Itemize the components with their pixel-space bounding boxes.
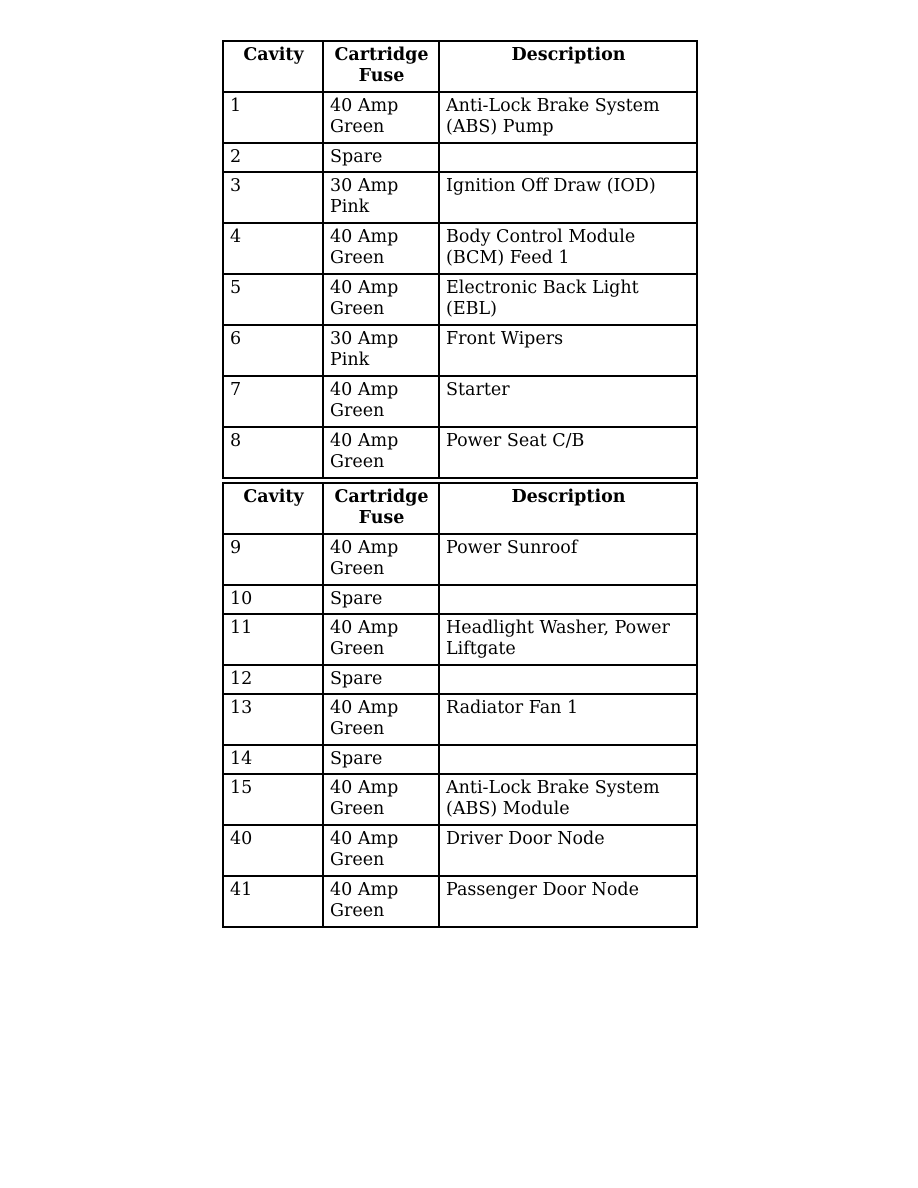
table-row <box>223 376 697 427</box>
cavity-cell: 12 <box>223 665 323 694</box>
description-cell: Headlight Washer, Power Liftgate <box>439 614 697 665</box>
fuse-cell: 40 Amp Green <box>323 274 439 325</box>
table-row <box>223 92 697 143</box>
header-description: Description <box>439 483 697 534</box>
description-cell: Power Seat C/B <box>439 427 697 478</box>
cavity-cell: 40 <box>223 825 323 876</box>
table-row <box>223 774 697 825</box>
fuse-cell: 40 Amp Green <box>323 427 439 478</box>
cavity-cell: 6 <box>223 325 323 376</box>
fuse-cell: Spare <box>323 585 439 614</box>
cavity-cell: 11 <box>223 614 323 665</box>
fuse-cell: 40 Amp Green <box>323 92 439 143</box>
table-row <box>223 745 697 774</box>
fuse-cell: 30 Amp Pink <box>323 325 439 376</box>
fuse-cell: 40 Amp Green <box>323 376 439 427</box>
table-row <box>223 694 697 745</box>
table-row <box>223 274 697 325</box>
table-header-row <box>223 41 697 92</box>
header-description: Description <box>439 41 697 92</box>
description-cell: Radiator Fan 1 <box>439 694 697 745</box>
fuse-cell: Spare <box>323 745 439 774</box>
table-header-row <box>223 483 697 534</box>
description-cell: Front Wipers <box>439 325 697 376</box>
cavity-cell: 8 <box>223 427 323 478</box>
table-row <box>223 825 697 876</box>
description-cell: Passenger Door Node <box>439 876 697 927</box>
fuse-cell: 40 Amp Green <box>323 614 439 665</box>
fuse-cell: 40 Amp Green <box>323 876 439 927</box>
description-cell: Ignition Off Draw (IOD) <box>439 172 697 223</box>
description-cell: Body Control Module (BCM) Feed 1 <box>439 223 697 274</box>
description-cell: Anti-Lock Brake System (ABS) Pump <box>439 92 697 143</box>
description-cell <box>439 143 697 172</box>
cavity-cell: 15 <box>223 774 323 825</box>
fuse-table-1 <box>222 40 698 479</box>
cavity-cell: 41 <box>223 876 323 927</box>
table-row <box>223 585 697 614</box>
table-row <box>223 172 697 223</box>
description-cell: Anti-Lock Brake System (ABS) Module <box>439 774 697 825</box>
table-row <box>223 325 697 376</box>
description-cell: Power Sunroof <box>439 534 697 585</box>
table-row <box>223 427 697 478</box>
description-cell: Starter <box>439 376 697 427</box>
fuse-cell: 40 Amp Green <box>323 694 439 745</box>
cavity-cell: 1 <box>223 92 323 143</box>
table-row <box>223 143 697 172</box>
description-cell: Driver Door Node <box>439 825 697 876</box>
cavity-cell: 14 <box>223 745 323 774</box>
fuse-cell: 40 Amp Green <box>323 825 439 876</box>
cavity-cell: 2 <box>223 143 323 172</box>
fuse-cell: 40 Amp Green <box>323 534 439 585</box>
header-cavity: Cavity <box>223 483 323 534</box>
description-cell <box>439 665 697 694</box>
description-cell <box>439 585 697 614</box>
cavity-cell: 10 <box>223 585 323 614</box>
cavity-cell: 7 <box>223 376 323 427</box>
fuse-cell: 30 Amp Pink <box>323 172 439 223</box>
cavity-cell: 3 <box>223 172 323 223</box>
table-row <box>223 614 697 665</box>
description-cell <box>439 745 697 774</box>
fuse-cell: 40 Amp Green <box>323 774 439 825</box>
cavity-cell: 13 <box>223 694 323 745</box>
fuse-table-2 <box>222 482 698 928</box>
fuse-cell: Spare <box>323 665 439 694</box>
header-cavity: Cavity <box>223 41 323 92</box>
cavity-cell: 4 <box>223 223 323 274</box>
table-row <box>223 223 697 274</box>
description-cell: Electronic Back Light (EBL) <box>439 274 697 325</box>
header-cartridge-fuse: Cartridge Fuse <box>323 41 439 92</box>
table-row <box>223 876 697 927</box>
fuse-cell: Spare <box>323 143 439 172</box>
table-row <box>223 534 697 585</box>
table-row <box>223 665 697 694</box>
fuse-cell: 40 Amp Green <box>323 223 439 274</box>
cavity-cell: 5 <box>223 274 323 325</box>
cavity-cell: 9 <box>223 534 323 585</box>
header-cartridge-fuse: Cartridge Fuse <box>323 483 439 534</box>
